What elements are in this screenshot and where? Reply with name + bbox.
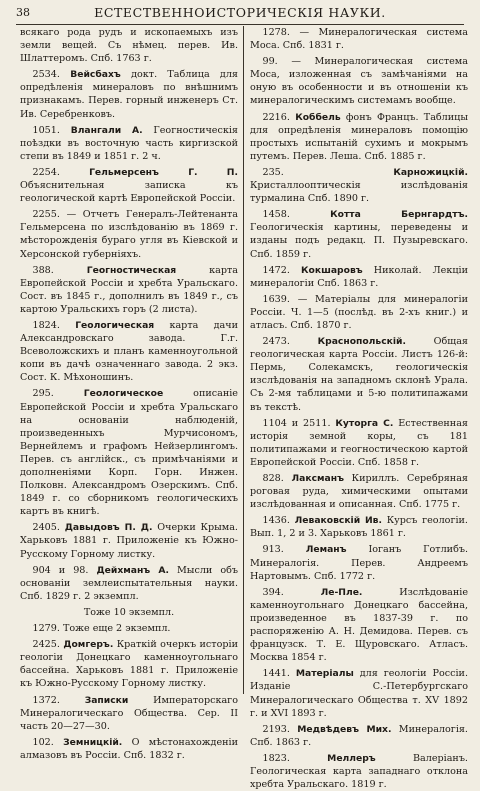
entry-text: Краткій очеркъ исторіи геологіи Донецкаго каменноугольнаго бассейна. Харьковъ 1881 г. Приложеніе къ Южно-Русскому Горному листку. (20, 639, 238, 690)
entry-number: 904 и 98. (32, 564, 89, 576)
catalog-entry (20, 638, 238, 690)
entry-author: Лаксманъ (291, 473, 344, 484)
catalog-entry (20, 319, 238, 384)
catalog-entry (250, 55, 468, 107)
catalog-entry (20, 606, 238, 619)
catalog-entry (250, 752, 468, 791)
entry-text: Тоже 10 экземпл. (83, 606, 175, 618)
catalog-entry (250, 264, 468, 290)
entry-text: карта дачи Александровскаго завода. Г.г. Всеволожскихъ и планъ каменноугольной копи въ дачѣ означеннаго завода. 2 экз. Сост. К. Мѣхоношинъ. (20, 319, 238, 384)
catalog-entry (250, 26, 468, 52)
entry-author: Краснопольскій. (317, 336, 406, 348)
catalog-entry (250, 472, 468, 511)
catalog-entry (20, 387, 238, 518)
entry-author: Леваковскій Ив. (294, 515, 382, 527)
entry-author: Леманъ (305, 544, 347, 556)
column-divider (243, 26, 244, 694)
entry-author: Коббель (295, 111, 341, 123)
running-head: ЕСТЕСТВЕННОИСТОРИЧЕСКІЯ НАУКИ. (94, 5, 386, 20)
entry-number: 295. (32, 388, 54, 400)
entry-text: Кристаллооптическія изслѣдованія турмалина Спб. 1890 г. (250, 180, 468, 205)
entry-number: 828. (262, 473, 284, 484)
entry-number: 2405. (32, 522, 60, 534)
catalog-entry (250, 667, 468, 719)
entry-text: Курсъ геологіи. Вып. 1, 2 и 3. Харьковъ 1861 г. (250, 515, 468, 540)
entry-author: Дейхманъ А. (96, 564, 169, 576)
entry-text: Геологическія картины, переведены и изданы подъ редакц. П. Пузыревскаго. Спб. 1859 г. (250, 222, 468, 260)
entry-number: 1823. (262, 752, 290, 764)
entry-author: Записки (84, 694, 129, 706)
catalog-entry (250, 417, 468, 469)
catalog-entry (250, 166, 468, 205)
entry-number: 2534. (32, 69, 60, 81)
catalog-entry (250, 543, 468, 582)
entry-author: Влангали А. (70, 124, 143, 136)
entry-author: Домгеръ. (63, 639, 114, 651)
entry-number: 1824. (32, 319, 60, 331)
entry-text: Геогностическія поѣздки въ восточную часть киргизской степи въ 1849 и 1851 г. 2 ч. (20, 124, 238, 162)
entry-text: Естественная исторія земной коры, съ 181 политипажами и геогностическою картой Европейской Россіи. Спб. 1858 г. (250, 417, 468, 468)
entry-text: — Матеріалы для минералогіи Россіи. Ч. 1—5 (послѣд. въ 2-хъ книг.) и атласъ. Спб. 1870 г. (250, 293, 468, 331)
catalog-entry (20, 521, 238, 560)
right-column (250, 26, 468, 791)
entry-number: 1472. (262, 264, 290, 276)
entry-text: Общая геологическая карта Россіи. Листъ 126-й: Пермь, Солекамскъ, геологическія изслѣдованія на западномъ склонѣ Урала. Съ 2-мя таблицами и 5-ю политипажами въ текстѣ. (250, 336, 468, 413)
entry-text: Кириллъ. Серебряная роговая руда, химическими опытами изслѣдованная и описанная. Спб. 1775 г. (250, 473, 468, 511)
entry-number: 1441. (262, 668, 290, 680)
entry-number: 2216. (262, 111, 290, 123)
entry-author: Кокшаровъ (301, 264, 363, 276)
entry-author: Вейсбахъ (70, 69, 121, 81)
catalog-entry (20, 736, 238, 762)
catalog-entry (250, 514, 468, 540)
entry-text: карта Европейской Россіи и хребта Уральскаго. Сост. въ 1845 г., дополнилъ въ 1849 г., съ картою Уральскихъ горъ (2 листа). (20, 264, 238, 315)
entry-number: 1051. (32, 124, 60, 136)
entry-author: Геологическая (75, 319, 155, 331)
entry-number: 2425. (32, 639, 60, 651)
entry-number: 102. (32, 736, 54, 748)
catalog-entry (20, 208, 238, 260)
entry-text: Іоганъ Готлибъ. Минералогія. Перев. Андреемъ Нартовымъ. Спб. 1772 г. (250, 544, 468, 582)
entry-text: всякаго рода рудъ и ископаемыхъ изъ земли вещей. Съ нѣмец. перев. Ив. Шлаттеромъ. Спб. 1763 г. (20, 27, 238, 65)
entry-author: Геогностическая (86, 264, 177, 276)
entry-text: Изслѣдованіе каменноугольнаго Донецкаго бассейна, произведенное въ 1837-39 г. по распоряженію А. Н. Демидова. Перев. съ французск. Т. Е. Щуровскаго. Атласъ. Москва 1854 г. (250, 586, 468, 664)
entry-number: 1639. (262, 293, 290, 305)
entry-number: 388. (32, 264, 54, 276)
entry-number: 99. (262, 56, 278, 68)
entry-number: 2473. (262, 336, 290, 348)
catalog-entry (20, 622, 238, 635)
catalog-entry (20, 166, 238, 205)
catalog-entry (20, 68, 238, 120)
entry-text: фонъ Францъ. Таблицы для опредѣленія минераловъ помощію простыхъ испытаній сухимъ и мокрымъ путемъ. Перев. Леша. Спб. 1885 г. (250, 111, 468, 162)
page-number: 38 (16, 6, 30, 19)
entry-number: 913. (262, 544, 284, 556)
entry-number: 1278. (262, 27, 290, 38)
entry-text: — Минералогическая система Моса, изложенная съ замѣчаніями на оную въ особенности и въ отношеніи къ минералогическимъ системамъ вообще. (250, 56, 468, 107)
entry-number: 235. (262, 166, 284, 178)
entry-text: для геологіи Россіи. Изданіе С.-Петербургскаго Минералогическаго Общества т. XV 1892 г. и XVI 1893 г. (250, 668, 468, 719)
entry-number: 1372. (32, 694, 60, 706)
catalog-entry (20, 264, 238, 316)
entry-author: Давыдовъ П. Д. (64, 522, 153, 534)
entry-text: Императорскаго Минералогическаго Общества. Сер. II часть 20—27—30. (20, 694, 238, 732)
entry-text: описаніе Европейской Россіи и хребта Уральскаго на основаніи наблюденій, произведенныхъ Мурчисономъ, Вернейлемъ и графомъ Нейзерлингомъ. Перев. съ англійск., съ примѣчаніями и дополненіями Корп. Горн. Инжен. Полковн. Александромъ Озерскимъ. Спб. 1849 г. со сборникомъ геологическихъ картъ въ книгѣ. (20, 388, 238, 518)
entry-author: Земницкій. (63, 736, 123, 748)
catalog-entry (250, 293, 468, 332)
entry-author: Матеріалы (295, 668, 354, 680)
entry-text: Минералогія. Спб. 1863 г. (250, 723, 468, 748)
entry-text: Объяснительная записка къ геологической картѣ Европейской Россіи. (20, 180, 238, 205)
entry-author: Карножицкій. (393, 166, 468, 178)
entry-number: 1279. (32, 623, 60, 635)
catalog-entry (250, 208, 468, 260)
entry-author: Гельмерсенъ Г. П. (89, 166, 238, 178)
entry-number: 1458. (262, 209, 290, 221)
entry-author: Меллеръ (327, 752, 376, 764)
entry-number: 1104 и 2511. (262, 417, 331, 429)
catalog-entry (20, 26, 238, 65)
entry-author: Медвѣдевъ Мих. (297, 723, 392, 735)
entry-text: Тоже еще 2 экземпл. (63, 623, 171, 635)
entry-number: 2255. (32, 209, 60, 221)
left-column (20, 26, 238, 761)
entry-text: Валеріанъ. Геологическая карта западнаго отклона хребта Уральскаго. 1819 г. (250, 752, 468, 791)
entry-text: Мысли объ основаніи землеиспытательныя науки. Спб. 1829 г. 2 экземпл. (20, 564, 238, 602)
entry-number: 2254. (32, 166, 60, 178)
entry-number: 2193. (262, 723, 290, 735)
page-header (16, 4, 464, 25)
entry-author: Геологическое (83, 388, 164, 400)
catalog-entry (20, 694, 238, 733)
catalog-entry (250, 586, 468, 665)
entry-text: Николай. Лекціи минералогіи Спб. 1863 г. (250, 264, 468, 289)
entry-author: Котта Бернгардтъ. (330, 209, 468, 221)
entry-author: Куторга С. (335, 417, 394, 429)
entry-author: Ле-Пле. (320, 586, 363, 598)
catalog-entry (20, 564, 238, 603)
entry-number: 1436. (262, 515, 290, 527)
entry-text: О мѣстонахожденіи алмазовъ въ Россіи. Спб. 1832 г. (20, 736, 238, 761)
entry-text: Очерки Крыма. Харьковъ 1881 г. Приложеніе къ Южно-Русскому Горному листку. (20, 522, 238, 560)
catalog-entry (250, 111, 468, 163)
entry-text: — Отчетъ Генералъ-Лейтенанта Гельмерсена по изслѣдованію въ 1869 г. мѣсторожденія бураго угля въ Кіевской и Херсонской губерніяхъ. (20, 209, 238, 260)
entry-text: — Минералогическая система Моса. Спб. 1831 г. (250, 27, 468, 52)
catalog-entry (20, 124, 238, 163)
catalog-entry (250, 723, 468, 749)
entry-number: 394. (262, 586, 284, 598)
catalog-entry (250, 335, 468, 414)
entry-text: докт. Таблица для опредѣленія минераловъ по внѣшнимъ признакамъ. Перев. горный инженеръ Ст. Ив. Серебренковъ. (20, 69, 238, 120)
